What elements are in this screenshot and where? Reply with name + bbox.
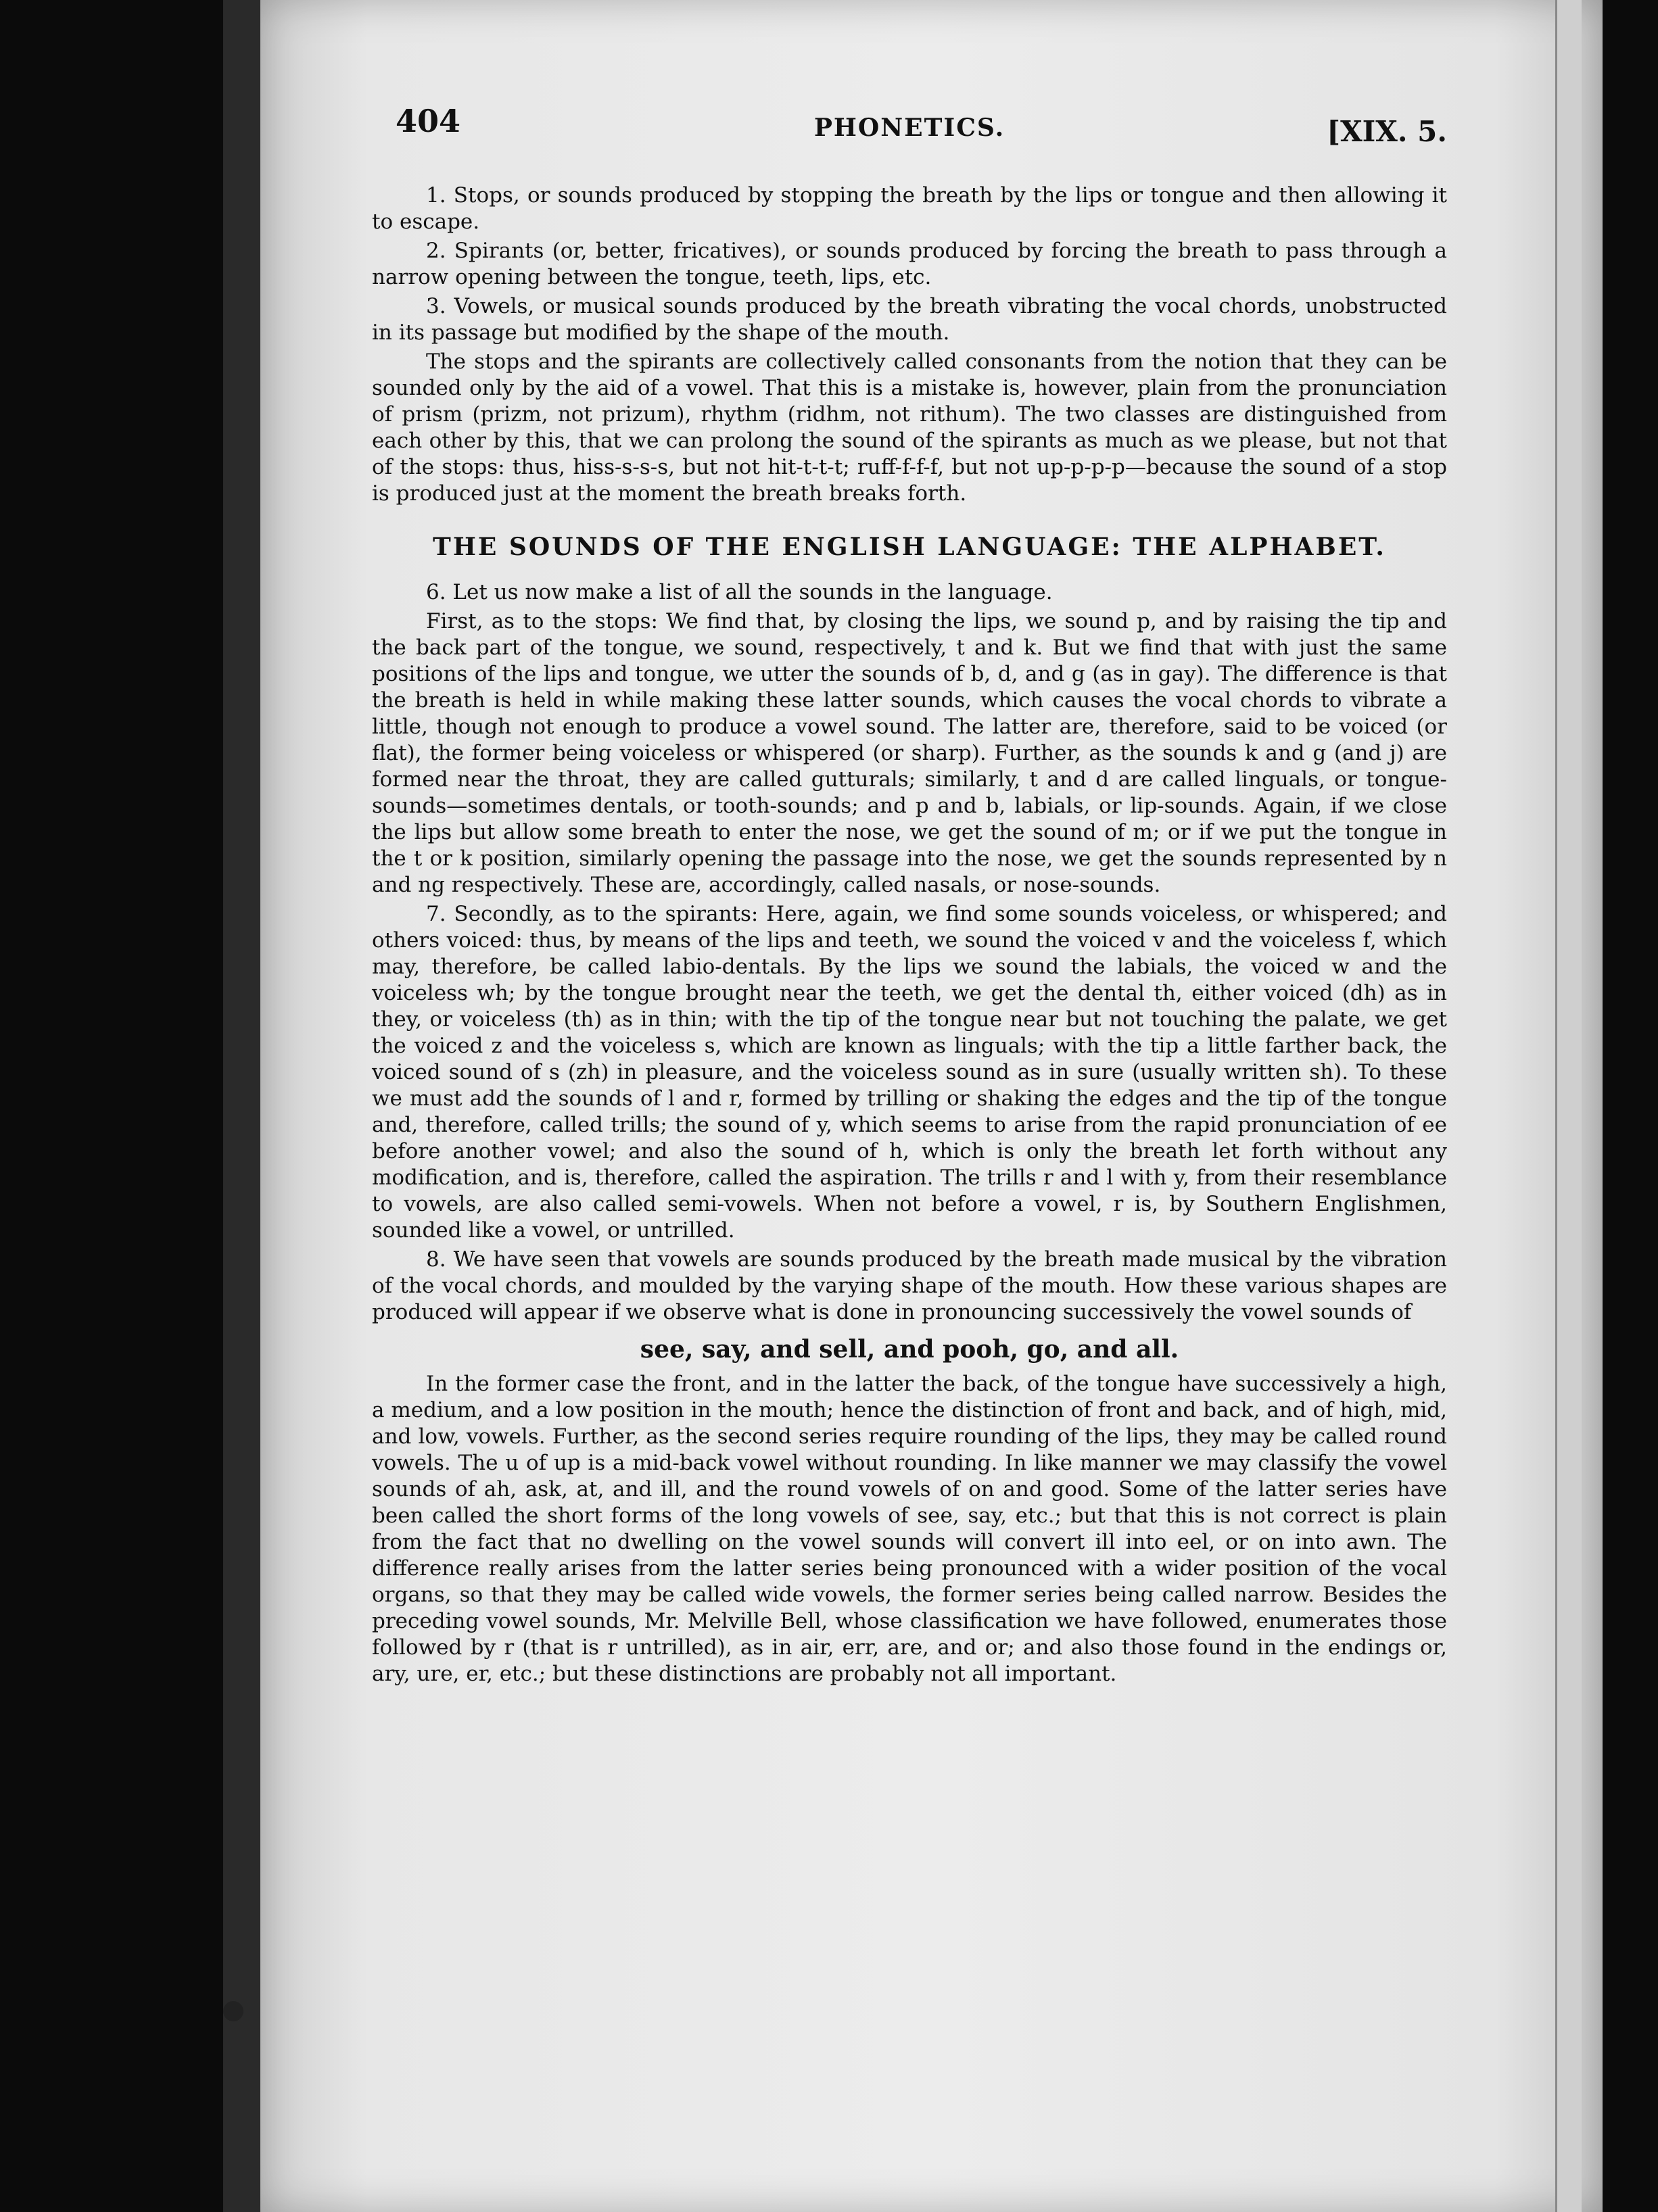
paragraph-consonants: The stops and the spirants are collectively called consonants from the notion that they can be sounded only by the aid of a vowel. That this is a mistake is, however, plain from the pronunciation of prism (prizm, not prizum), rhythm (ridhm, not rithum). The two classes are distinguished from each other by this, that we can prolong the sound of the spirants as much as we please, but not that of the stops: thus, hiss-s-s-s, but not hit-t-t-t; ruff-f-f-f, but not up-p-p-p—because the sound of a stop is produced just at the moment the breath breaks forth.: [372, 350, 1447, 506]
binding-shadow: [223, 0, 260, 2212]
paragraph-8: 8. We have seen that vowels are sounds produced by the breath made musical by the vibration of the vocal chords, and moulded by the varying shape of the mouth. How these various shapes are produced will appear if we observe what is done in pronouncing successively the vowel sounds of: [372, 1247, 1447, 1324]
vowel-examples: see, say, and sell, and pooh, go, and all.: [640, 1335, 1179, 1364]
paragraph-7: 7. Secondly, as to the spirants: Here, again, we find some sounds voiceless, or whispered; and others voiced: thus, by means of the lips and teeth, we sound the voiced v and the voiceless f, which may, therefore, be called labio-dentals. By the lips we sound the labials, the voiced w and the voiceless wh; by the tongue brought near the teeth, we get the dental th, either voiced (dh) as in they, or voiceless (th) as in thin; with the tip of the tongue near but not touching the palate, we get the voiced z and the voiceless s, which are known as linguals; with the tip a little farther back, the voiced sound of s (zh) in pleasure, and the voiceless sound as in sure (usually written sh). To these we must add the sounds of l and r, formed by trilling or shaking the edges and the tip of the tongue and, therefore, called trills; the sound of y, which seems to arise from the rapid pronunciation of ee before another vowel; and also the sound of h, which is only the breath let forth without any modification, and is, therefore, called the aspiration. The trills r and l with y, from their resemblance to vowels, are also called semi-vowels. When not before a vowel, r is, by Southern Englishmen, sounded like a vowel, or untrilled.: [372, 902, 1447, 1243]
ink-blot: [223, 2001, 243, 2021]
running-title: PHONETICS.: [813, 114, 1005, 142]
section-number: [XIX. 5.: [1327, 115, 1447, 148]
page-header: [372, 103, 1447, 155]
paragraph-vowels: 3. Vowels, or musical sounds produced by the breath vibrating the vocal chords, unobstructed in its passage but modified by the shape of the mouth.: [372, 294, 1447, 345]
paragraph-vowel-classes: In the former case the front, and in the latter the back, of the tongue have successively a high, a medium, and a low position in the mouth; hence the distinction of front and back, and of high, mid, and low, vowels. Further, as the second series require rounding of the lips, they may be called round vowels. The u of up is a mid-back vowel without rounding. In like manner we may classify the vowel sounds of ah, ask, at, and ill, and the round vowels of on and good. Some of the latter series have been called the short forms of the long vowels of see, say, etc.; but that this is not correct is plain from the fact that no dwelling on the vowel sounds will convert ill into eel, or on into awn. The difference really arises from the latter series being pronounced with a wider position of the vocal organs, so that they may be called wide vowels, the former series being called narrow. Besides the preceding vowel sounds, Mr. Melville Bell, whose classification we have followed, enumerates those followed by r (that is r untrilled), as in air, err, are, and or; and also those found in the endings or, ary, ure, er, etc.; but these distinctions are probably not all important.: [372, 1372, 1447, 1686]
section-heading: THE SOUNDS OF THE ENGLISH LANGUAGE: THE ALPHABET.: [433, 533, 1386, 561]
paragraph-6-stops: First, as to the stops: We find that, by closing the lips, we sound p, and by raising the tip and the back part of the tongue, we sound, respectively, t and k. But we find that with just the same positions of the lips and tongue, we utter the sounds of b, d, and g (as in gay). The difference is that the breath is held in while making these latter sounds, which causes the vocal chords to vibrate a little, though not enough to produce a vowel sound. The latter are, therefore, said to be voiced (or flat), the former being voiceless or whispered (or sharp). Further, as the sounds k and g (and j) are formed near the throat, they are called gutturals; similarly, t and d are called linguals, or tongue-sounds—sometimes dentals, or tooth-sounds; and p and b, labials, or lip-sounds. Again, if we close the lips but allow some breath to enter the nose, we get the sound of m; or if we put the tongue in the t or k position, similarly opening the passage into the nose, we get the sounds represented by n and ng respectively. These are, accordingly, called nasals, or nose-sounds.: [372, 609, 1447, 897]
paragraph-spirants: 2. Spirants (or, better, fricatives), or sounds produced by forcing the breath to pass through a narrow opening between the tongue, teeth, lips, etc.: [372, 239, 1447, 289]
paragraph-6: 6. Let us now make a list of all the sounds in the language.: [426, 580, 1053, 604]
page-number: 404: [396, 103, 461, 139]
paragraph-stops: 1. Stops, or sounds produced by stopping the breath by the lips or tongue and then allowing it to escape.: [372, 183, 1447, 234]
page-edge: [1555, 0, 1582, 2212]
page-content: [372, 103, 1447, 1690]
